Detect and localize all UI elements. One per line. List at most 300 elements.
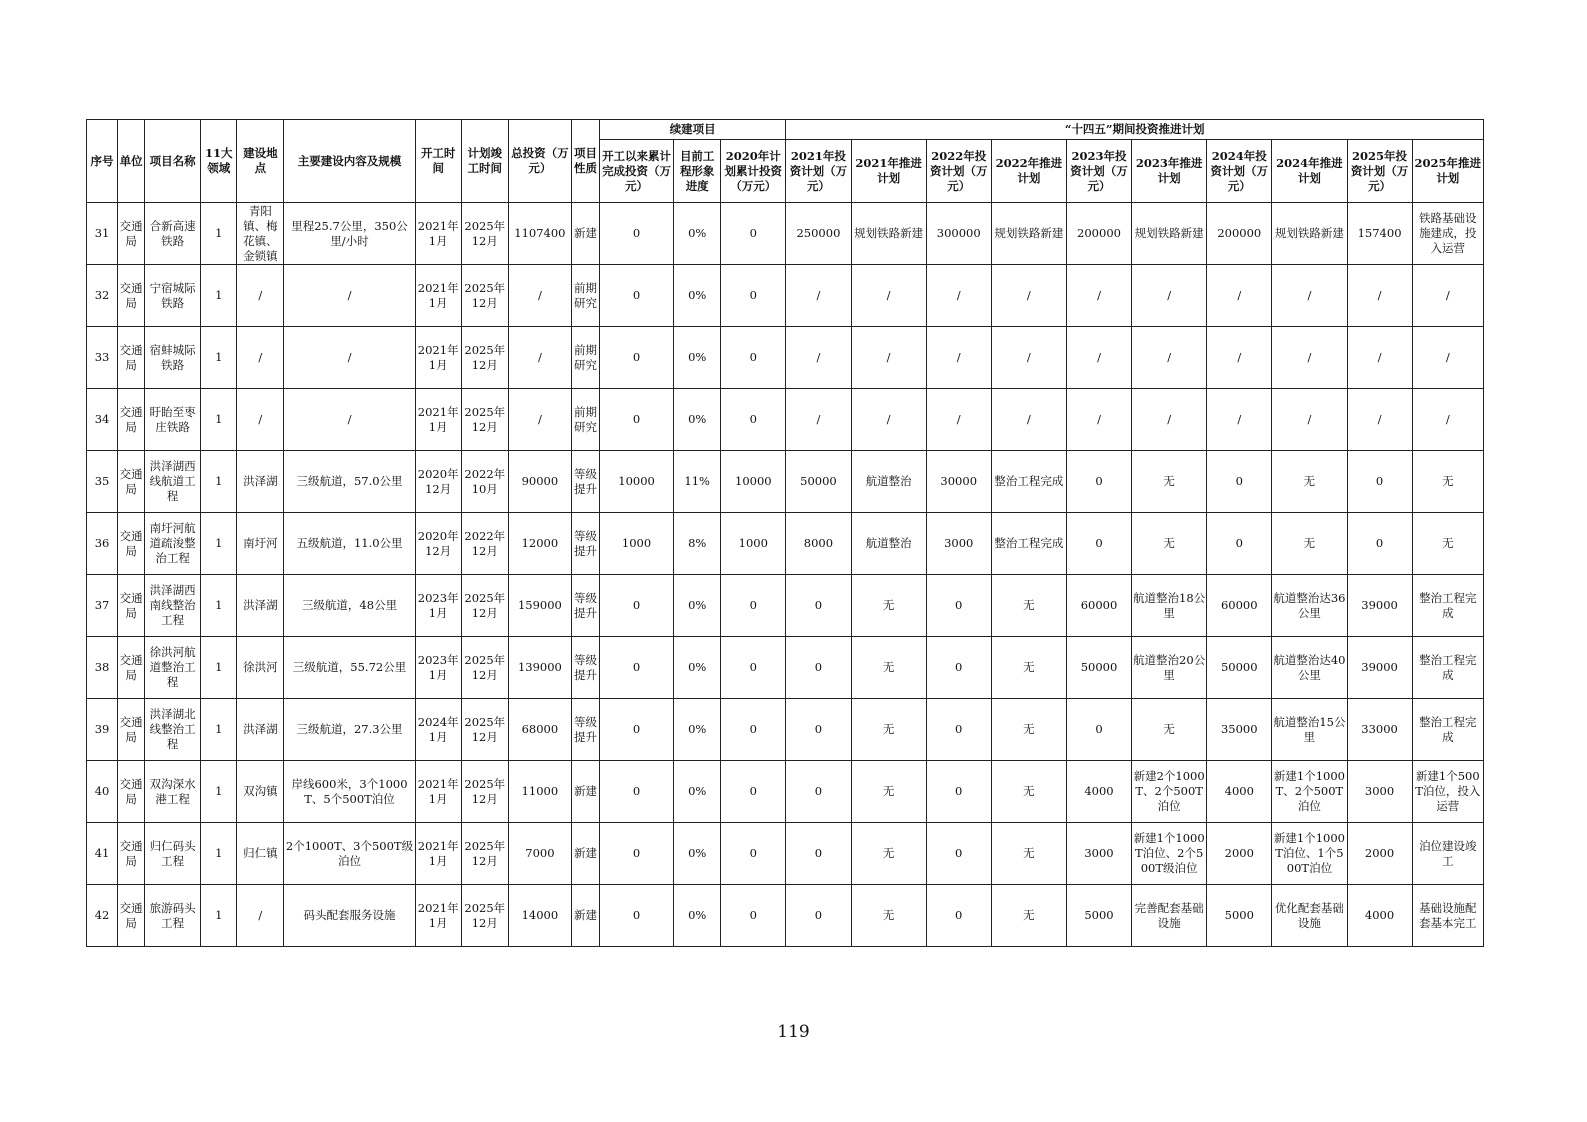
table-row [87, 575, 1484, 637]
table-cell: 0 [926, 761, 991, 823]
table-cell: 32 [87, 265, 118, 327]
table-cell: 2021年1月 [415, 327, 461, 389]
header-project-name: 项目名称 [145, 120, 201, 203]
table-cell: 8% [674, 513, 721, 575]
table-cell: 0 [600, 389, 674, 451]
table-row [87, 823, 1484, 885]
table-cell: 无 [851, 637, 926, 699]
table-cell: 35 [87, 451, 118, 513]
table-cell: 39000 [1347, 575, 1412, 637]
table-cell: 1 [201, 451, 237, 513]
table-cell: / [991, 389, 1066, 451]
header-seq: 序号 [87, 120, 118, 203]
table-cell: 新建 [571, 885, 599, 947]
table-cell: 无 [991, 575, 1066, 637]
table-cell: 三级航道，27.3公里 [284, 699, 415, 761]
table-cell: 2021年1月 [415, 885, 461, 947]
table-cell: 新建1个1000T泊位、2个500T级泊位 [1132, 823, 1207, 885]
table-cell: 50000 [1207, 637, 1272, 699]
table-cell: 5000 [1066, 885, 1131, 947]
table-cell: 前期研究 [571, 265, 599, 327]
table-cell: 38 [87, 637, 118, 699]
table-cell: 无 [851, 699, 926, 761]
header-total-investment: 总投资（万元） [508, 120, 571, 203]
table-cell: 旅游码头工程 [145, 885, 201, 947]
table-cell: 无 [991, 637, 1066, 699]
table-cell: 250000 [786, 203, 851, 265]
table-cell: 双沟镇 [237, 761, 284, 823]
table-cell: 交通局 [118, 389, 145, 451]
table-cell: 2021年1月 [415, 823, 461, 885]
table-cell: 0 [926, 637, 991, 699]
table-row [87, 885, 1484, 947]
table-cell: 交通局 [118, 513, 145, 575]
table-cell: 60000 [1207, 575, 1272, 637]
table-cell: 归仁镇 [237, 823, 284, 885]
table-cell: 0 [721, 761, 786, 823]
table-cell: 33000 [1347, 699, 1412, 761]
table-cell: 50000 [786, 451, 851, 513]
table-cell: 2023年1月 [415, 575, 461, 637]
table-cell: 300000 [926, 203, 991, 265]
table-cell: 2021年1月 [415, 389, 461, 451]
table-row [87, 761, 1484, 823]
table-cell: 2000 [1347, 823, 1412, 885]
table-cell: 0 [600, 265, 674, 327]
table-cell: 0 [1066, 513, 1131, 575]
table-cell: 盱眙至枣庄铁路 [145, 389, 201, 451]
table-cell: 200000 [1066, 203, 1131, 265]
table-cell: 2021年1月 [415, 203, 461, 265]
table-cell: 无 [1272, 513, 1347, 575]
table-cell: 码头配套服务设施 [284, 885, 415, 947]
table-cell: 双沟深水港工程 [145, 761, 201, 823]
table-cell: 1 [201, 823, 237, 885]
table-cell: 8000 [786, 513, 851, 575]
table-cell: 0 [600, 823, 674, 885]
table-cell: 0 [600, 761, 674, 823]
table-cell: 42 [87, 885, 118, 947]
table-cell: 航道整治 [851, 451, 926, 513]
table-cell: 2024年1月 [415, 699, 461, 761]
table-row [87, 451, 1484, 513]
table-cell: 2022年10月 [461, 451, 508, 513]
table-cell: 整治工程完成 [1412, 575, 1483, 637]
table-cell: / [237, 885, 284, 947]
table-cell: 0% [674, 761, 721, 823]
header-investment-2023: 2023年投资计划（万元） [1066, 140, 1131, 203]
table-cell: 1 [201, 575, 237, 637]
table-cell: / [284, 265, 415, 327]
table-cell: 0 [600, 885, 674, 947]
table-cell: 1 [201, 203, 237, 265]
table-cell: / [1272, 389, 1347, 451]
table-cell: 0 [786, 637, 851, 699]
table-cell: / [1132, 265, 1207, 327]
table-cell: 前期研究 [571, 389, 599, 451]
table-cell: 无 [991, 699, 1066, 761]
table-cell: 3000 [1066, 823, 1131, 885]
table-cell: 10000 [721, 451, 786, 513]
table-cell: 等级提升 [571, 575, 599, 637]
table-cell: 39000 [1347, 637, 1412, 699]
header-group-continuing: 续建项目 [600, 120, 786, 140]
table-cell: 规划铁路新建 [991, 203, 1066, 265]
table-cell: 0 [926, 575, 991, 637]
table-cell: 2022年12月 [461, 513, 508, 575]
table-cell: 航道整治达36公里 [1272, 575, 1347, 637]
table-cell: 交通局 [118, 575, 145, 637]
table-cell: 三级航道，55.72公里 [284, 637, 415, 699]
table-cell: / [1347, 265, 1412, 327]
table-cell: 航道整治18公里 [1132, 575, 1207, 637]
table-cell: / [851, 265, 926, 327]
table-cell: / [1412, 327, 1483, 389]
table-cell: / [1412, 265, 1483, 327]
header-cumulative: 开工以来累计完成投资（万元） [600, 140, 674, 203]
table-row [87, 513, 1484, 575]
table-cell: 12000 [508, 513, 571, 575]
table-cell: 0 [721, 885, 786, 947]
table-cell: 基础设施配套基本完工 [1412, 885, 1483, 947]
table-row [87, 389, 1484, 451]
table-row [87, 327, 1484, 389]
table-cell: 2020年12月 [415, 451, 461, 513]
header-plan-2022: 2022年推进计划 [991, 140, 1066, 203]
header-unit: 单位 [118, 120, 145, 203]
header-plan-2024: 2024年推进计划 [1272, 140, 1347, 203]
table-cell: 4000 [1066, 761, 1131, 823]
table-cell: / [851, 327, 926, 389]
table-cell: 无 [851, 575, 926, 637]
table-cell: 铁路基础设施建成，投入运营 [1412, 203, 1483, 265]
table-cell: 青阳镇、梅花镇、金锁镇 [237, 203, 284, 265]
table-cell: / [926, 389, 991, 451]
table-cell: 无 [1412, 451, 1483, 513]
table-cell: 等级提升 [571, 451, 599, 513]
table-cell: 0 [786, 761, 851, 823]
table-cell: 0% [674, 637, 721, 699]
table-cell: 0% [674, 203, 721, 265]
header-start-time: 开工时间 [415, 120, 461, 203]
table-cell: 2025年12月 [461, 885, 508, 947]
table-cell: 0 [600, 327, 674, 389]
table-cell: 无 [991, 761, 1066, 823]
table-cell: 90000 [508, 451, 571, 513]
table-cell: / [1066, 327, 1131, 389]
table-cell: 0 [786, 699, 851, 761]
table-cell: 11% [674, 451, 721, 513]
header-progress: 目前工程形象进度 [674, 140, 721, 203]
table-cell: 139000 [508, 637, 571, 699]
table-cell: 1 [201, 637, 237, 699]
table-cell: / [508, 389, 571, 451]
table-cell: 4000 [1347, 885, 1412, 947]
table-cell: / [1347, 389, 1412, 451]
table-cell: 洪泽湖 [237, 451, 284, 513]
table-cell: 0 [600, 203, 674, 265]
header-investment-2022: 2022年投资计划（万元） [926, 140, 991, 203]
table-cell: 徐洪河航道整治工程 [145, 637, 201, 699]
header-row-1 [87, 120, 1484, 140]
table-cell: 0 [600, 699, 674, 761]
table-cell: 1000 [600, 513, 674, 575]
table-cell: 整治工程完成 [1412, 699, 1483, 761]
table-cell: / [991, 327, 1066, 389]
table-cell: 等级提升 [571, 637, 599, 699]
table-cell: 交通局 [118, 203, 145, 265]
table-cell: 无 [851, 761, 926, 823]
table-cell: 合新高速铁路 [145, 203, 201, 265]
table-cell: 交通局 [118, 823, 145, 885]
table-cell: 11000 [508, 761, 571, 823]
table-row [87, 637, 1484, 699]
table-cell: 0 [926, 823, 991, 885]
header-nature: 项目性质 [571, 120, 599, 203]
table-cell: / [1132, 389, 1207, 451]
table-row [87, 203, 1484, 265]
table-cell: 整治工程完成 [991, 513, 1066, 575]
table-cell: 0 [1347, 513, 1412, 575]
table-cell: 优化配套基础设施 [1272, 885, 1347, 947]
table-cell: 归仁码头工程 [145, 823, 201, 885]
table-cell: / [508, 327, 571, 389]
table-cell: / [1272, 265, 1347, 327]
table-cell: 1 [201, 389, 237, 451]
table-cell: / [1347, 327, 1412, 389]
header-investment-2024: 2024年投资计划（万元） [1207, 140, 1272, 203]
table-cell: 2000 [1207, 823, 1272, 885]
table-cell: 新建 [571, 761, 599, 823]
table-cell: / [1066, 389, 1131, 451]
table-cell: 1 [201, 265, 237, 327]
table-cell: 等级提升 [571, 513, 599, 575]
table-cell: / [284, 327, 415, 389]
table-cell: 0 [786, 885, 851, 947]
table-cell: 南圩河 [237, 513, 284, 575]
table-cell: 0% [674, 885, 721, 947]
table-cell: 0% [674, 389, 721, 451]
table-cell: 1 [201, 513, 237, 575]
table-cell: 14000 [508, 885, 571, 947]
table-cell: 2025年12月 [461, 203, 508, 265]
table-cell: / [508, 265, 571, 327]
table-cell: 交通局 [118, 265, 145, 327]
table-cell: 40 [87, 761, 118, 823]
table-cell: 2025年12月 [461, 823, 508, 885]
table-cell: 0% [674, 265, 721, 327]
page-number: 119 [777, 1022, 810, 1042]
table-cell: 1000 [721, 513, 786, 575]
table-cell: / [1272, 327, 1347, 389]
header-investment-2021: 2021年投资计划（万元） [786, 140, 851, 203]
table-row [87, 699, 1484, 761]
table-cell: / [1207, 389, 1272, 451]
table-cell: 33 [87, 327, 118, 389]
table-cell: 4000 [1207, 761, 1272, 823]
table-cell: 航道整治 [851, 513, 926, 575]
table-cell: / [1207, 265, 1272, 327]
table-cell: 10000 [600, 451, 674, 513]
table-cell: 整治工程完成 [1412, 637, 1483, 699]
table-cell: 新建 [571, 203, 599, 265]
table-cell: 徐洪河 [237, 637, 284, 699]
table-cell: 0 [600, 637, 674, 699]
header-plan-2025: 2025年推进计划 [1412, 140, 1483, 203]
table-cell: 0% [674, 327, 721, 389]
table-cell: 0 [721, 823, 786, 885]
table-cell: 41 [87, 823, 118, 885]
table-cell: / [237, 389, 284, 451]
table-cell: 68000 [508, 699, 571, 761]
table-cell: 交通局 [118, 699, 145, 761]
header-field: 11大领域 [201, 120, 237, 203]
table-cell: 无 [1132, 513, 1207, 575]
table-cell: 159000 [508, 575, 571, 637]
table-cell: 规划铁路新建 [1272, 203, 1347, 265]
table-cell: 30000 [926, 451, 991, 513]
table-cell: 0 [721, 575, 786, 637]
table-cell: 无 [851, 885, 926, 947]
table-cell: 37 [87, 575, 118, 637]
table-cell: / [926, 265, 991, 327]
table-cell: 60000 [1066, 575, 1131, 637]
table-cell: 无 [1272, 451, 1347, 513]
table-cell: 前期研究 [571, 327, 599, 389]
table-cell: 0 [721, 327, 786, 389]
table-cell: / [786, 265, 851, 327]
table-cell: / [284, 389, 415, 451]
table-cell: / [926, 327, 991, 389]
table-cell: 2025年12月 [461, 761, 508, 823]
table-cell: 7000 [508, 823, 571, 885]
table-cell: 31 [87, 203, 118, 265]
table-cell: 洪泽湖西南线整治工程 [145, 575, 201, 637]
table-cell: 里程25.7公里，350公里/小时 [284, 203, 415, 265]
table-cell: 交通局 [118, 637, 145, 699]
table-cell: 0% [674, 575, 721, 637]
table-cell: 2021年1月 [415, 761, 461, 823]
table-cell: 50000 [1066, 637, 1131, 699]
table-cell: 0 [721, 203, 786, 265]
table-cell: 35000 [1207, 699, 1272, 761]
table-cell: 三级航道，57.0公里 [284, 451, 415, 513]
table-cell: 0 [926, 699, 991, 761]
table-cell: 宿蚌城际铁路 [145, 327, 201, 389]
table-cell: 2025年12月 [461, 327, 508, 389]
header-plan-2021: 2021年推进计划 [851, 140, 926, 203]
table-cell: / [991, 265, 1066, 327]
table-cell: 2025年12月 [461, 699, 508, 761]
table-cell: 2025年12月 [461, 637, 508, 699]
table-cell: 0 [786, 575, 851, 637]
table-cell: 0 [1207, 513, 1272, 575]
table-cell: 3000 [1347, 761, 1412, 823]
table-cell: 36 [87, 513, 118, 575]
table-cell: 新建 [571, 823, 599, 885]
table-cell: / [786, 389, 851, 451]
table-cell: 三级航道，48公里 [284, 575, 415, 637]
table-cell: 新建1个1000T泊位、1个500T泊位 [1272, 823, 1347, 885]
table-cell: 无 [991, 885, 1066, 947]
table-cell: 1107400 [508, 203, 571, 265]
table-cell: 无 [1132, 451, 1207, 513]
table-cell: 等级提升 [571, 699, 599, 761]
table-cell: 0 [1347, 451, 1412, 513]
table-cell: / [786, 327, 851, 389]
header-plan-2020: 2020年计划累计投资（万元） [721, 140, 786, 203]
table-cell: 2025年12月 [461, 389, 508, 451]
table-cell: 无 [1412, 513, 1483, 575]
table-cell: 1 [201, 761, 237, 823]
table-cell: 0 [721, 265, 786, 327]
table-cell: 3000 [926, 513, 991, 575]
table-cell: 0 [786, 823, 851, 885]
table-cell: 交通局 [118, 327, 145, 389]
table-cell: 新建1个1000T、2个500T泊位 [1272, 761, 1347, 823]
table-cell: 0 [721, 637, 786, 699]
table-cell: 2020年12月 [415, 513, 461, 575]
table-cell: 2025年12月 [461, 575, 508, 637]
investment-plan-table [86, 119, 1484, 947]
table-cell: 规划铁路新建 [851, 203, 926, 265]
table-cell: 1 [201, 327, 237, 389]
table-cell: 宁宿城际铁路 [145, 265, 201, 327]
table-cell: / [851, 389, 926, 451]
table-cell: 南圩河航道疏浚整治工程 [145, 513, 201, 575]
table-cell: 规划铁路新建 [1132, 203, 1207, 265]
table-cell: 无 [991, 823, 1066, 885]
table-cell: 200000 [1207, 203, 1272, 265]
table-cell: 洪泽湖北线整治工程 [145, 699, 201, 761]
header-location: 建设地点 [237, 120, 284, 203]
table-cell: 0 [926, 885, 991, 947]
table-cell: 航道整治20公里 [1132, 637, 1207, 699]
table-cell: 2个1000T、3个500T级泊位 [284, 823, 415, 885]
table-cell: / [237, 327, 284, 389]
table-cell: 新建2个1000T、2个500T泊位 [1132, 761, 1207, 823]
table-cell: 0 [721, 699, 786, 761]
header-end-time: 计划竣工时间 [461, 120, 508, 203]
table-cell: 2021年1月 [415, 265, 461, 327]
table-cell: 无 [851, 823, 926, 885]
table-cell: 完善配套基础设施 [1132, 885, 1207, 947]
table-cell: 泊位建设竣工 [1412, 823, 1483, 885]
table-cell: 5000 [1207, 885, 1272, 947]
table-cell: 航道整治达40公里 [1272, 637, 1347, 699]
header-content: 主要建设内容及规模 [284, 120, 415, 203]
table-cell: 2025年12月 [461, 265, 508, 327]
table-cell: 岸线600米，3个1000T、5个500T泊位 [284, 761, 415, 823]
table-cell: 0 [600, 575, 674, 637]
table-cell: 洪泽湖西线航道工程 [145, 451, 201, 513]
table-cell: 洪泽湖 [237, 699, 284, 761]
table-cell: 交通局 [118, 885, 145, 947]
table-cell: 整治工程完成 [991, 451, 1066, 513]
table-cell: 洪泽湖 [237, 575, 284, 637]
table-cell: 0 [721, 389, 786, 451]
header-group-plan: “十四五”期间投资推进计划 [786, 120, 1484, 140]
header-plan-2023: 2023年推进计划 [1132, 140, 1207, 203]
table-cell: 0% [674, 699, 721, 761]
table-cell: / [237, 265, 284, 327]
table-cell: 34 [87, 389, 118, 451]
table-cell: 无 [1132, 699, 1207, 761]
table-cell: 交通局 [118, 451, 145, 513]
table-cell: 157400 [1347, 203, 1412, 265]
table-row [87, 265, 1484, 327]
table-cell: 2023年1月 [415, 637, 461, 699]
